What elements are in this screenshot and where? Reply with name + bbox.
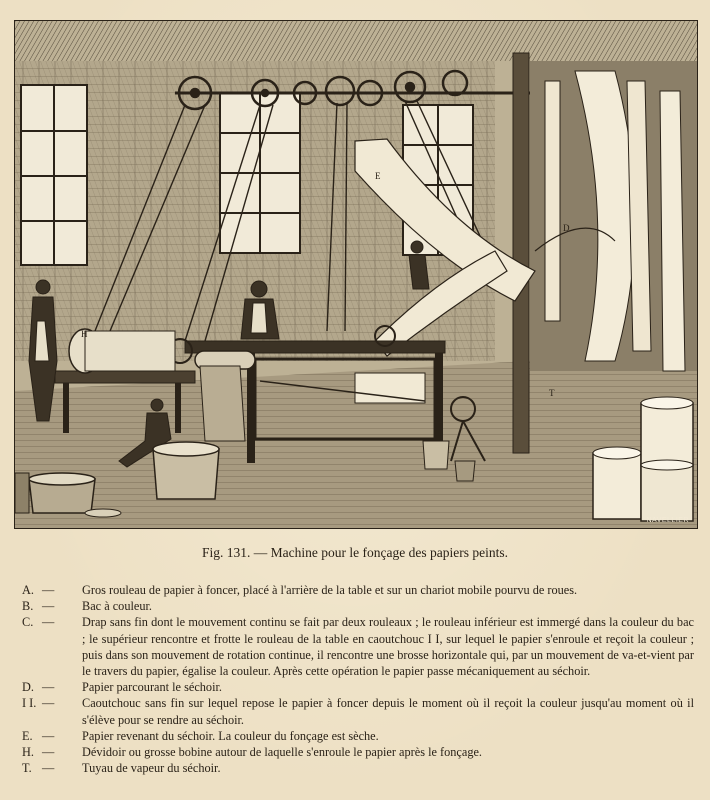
legend-entry-ii [22, 695, 694, 727]
ceiling-beams [15, 21, 697, 61]
legend-dash: — [42, 696, 55, 711]
engraver-signature: NAVELLIER [646, 517, 689, 524]
support-post [513, 53, 529, 453]
legend-text: Dévidoir ou grosse bobine autour de laquelle s'enroule le papier après le fonçage. [82, 745, 483, 760]
legend-label: B. [22, 599, 34, 614]
legend-text: Tuyau de vapeur du séchoir. [82, 761, 221, 776]
figure-label-e: E [375, 171, 381, 181]
window-left [21, 85, 87, 265]
legend-entry-c [22, 614, 694, 679]
legend-entry-e [22, 728, 694, 744]
figure-label-h: H [81, 329, 88, 339]
figure-label-t: T [549, 388, 555, 398]
legend-entry-t [22, 760, 694, 776]
legend-text: Caoutchouc sans fin sur lequel repose le papier à foncer depuis le moment où il reçoit la couleur jusqu'au moment où il s'élève pour se rendre au séchoir. [82, 696, 694, 727]
legend-entry-d [22, 679, 694, 695]
legend-dash: — [42, 583, 55, 597]
legend-entry-b [22, 598, 694, 614]
paper-in-dryer [530, 61, 697, 371]
legend-dash: — [42, 599, 55, 614]
figure-legend [22, 582, 694, 776]
legend-text: Gros rouleau de papier à foncer, placé à l'arrière de la table et sur un chariot mobile pourvu de roues. [82, 583, 578, 597]
legend-text: Papier parcourant le séchoir. [82, 680, 222, 695]
legend-label: I I. [22, 696, 37, 711]
legend-dash: — [42, 728, 55, 743]
legend-entry-h [22, 744, 694, 760]
legend-dash: — [42, 761, 55, 776]
legend-entry-a [22, 582, 694, 598]
legend-label: D. [22, 680, 34, 695]
figure-label-d: D [563, 223, 570, 233]
legend-dash: — [42, 680, 55, 695]
window-center [220, 93, 300, 253]
legend-label: A. [22, 583, 34, 597]
legend-label: C. [22, 615, 34, 630]
legend-label: T. [22, 761, 32, 776]
legend-label: E. [22, 728, 33, 743]
figure-caption: Fig. 131. — Machine pour le fonçage des papiers peints. [202, 545, 508, 560]
legend-text: Bac à couleur. [82, 599, 152, 614]
legend-dash: — [42, 615, 55, 630]
legend-dash: — [42, 745, 55, 760]
legend-label: H. [22, 745, 34, 760]
engraving-illustration [14, 20, 698, 529]
legend-text: Papier revenant du séchoir. La couleur du fonçage est sèche. [82, 728, 379, 743]
legend-text: Drap sans fin dont le mouvement continu se fait par deux rouleaux ; le rouleau inférieur est immergé dans la couleur du bac ; le supérieur rencontre et frotte le rouleau de la table en caoutchouc I I, sur lequel le papier s'enroule et reçoit la couleur ; puis dans son mouvement de rotation continue, il rencontre une brosse horizontale qui, par un mouvement de va-et-vient par le travers du papier, égalise la couleur. Après cette opération le papier passe mécaniquement au séchoir. [82, 615, 694, 679]
